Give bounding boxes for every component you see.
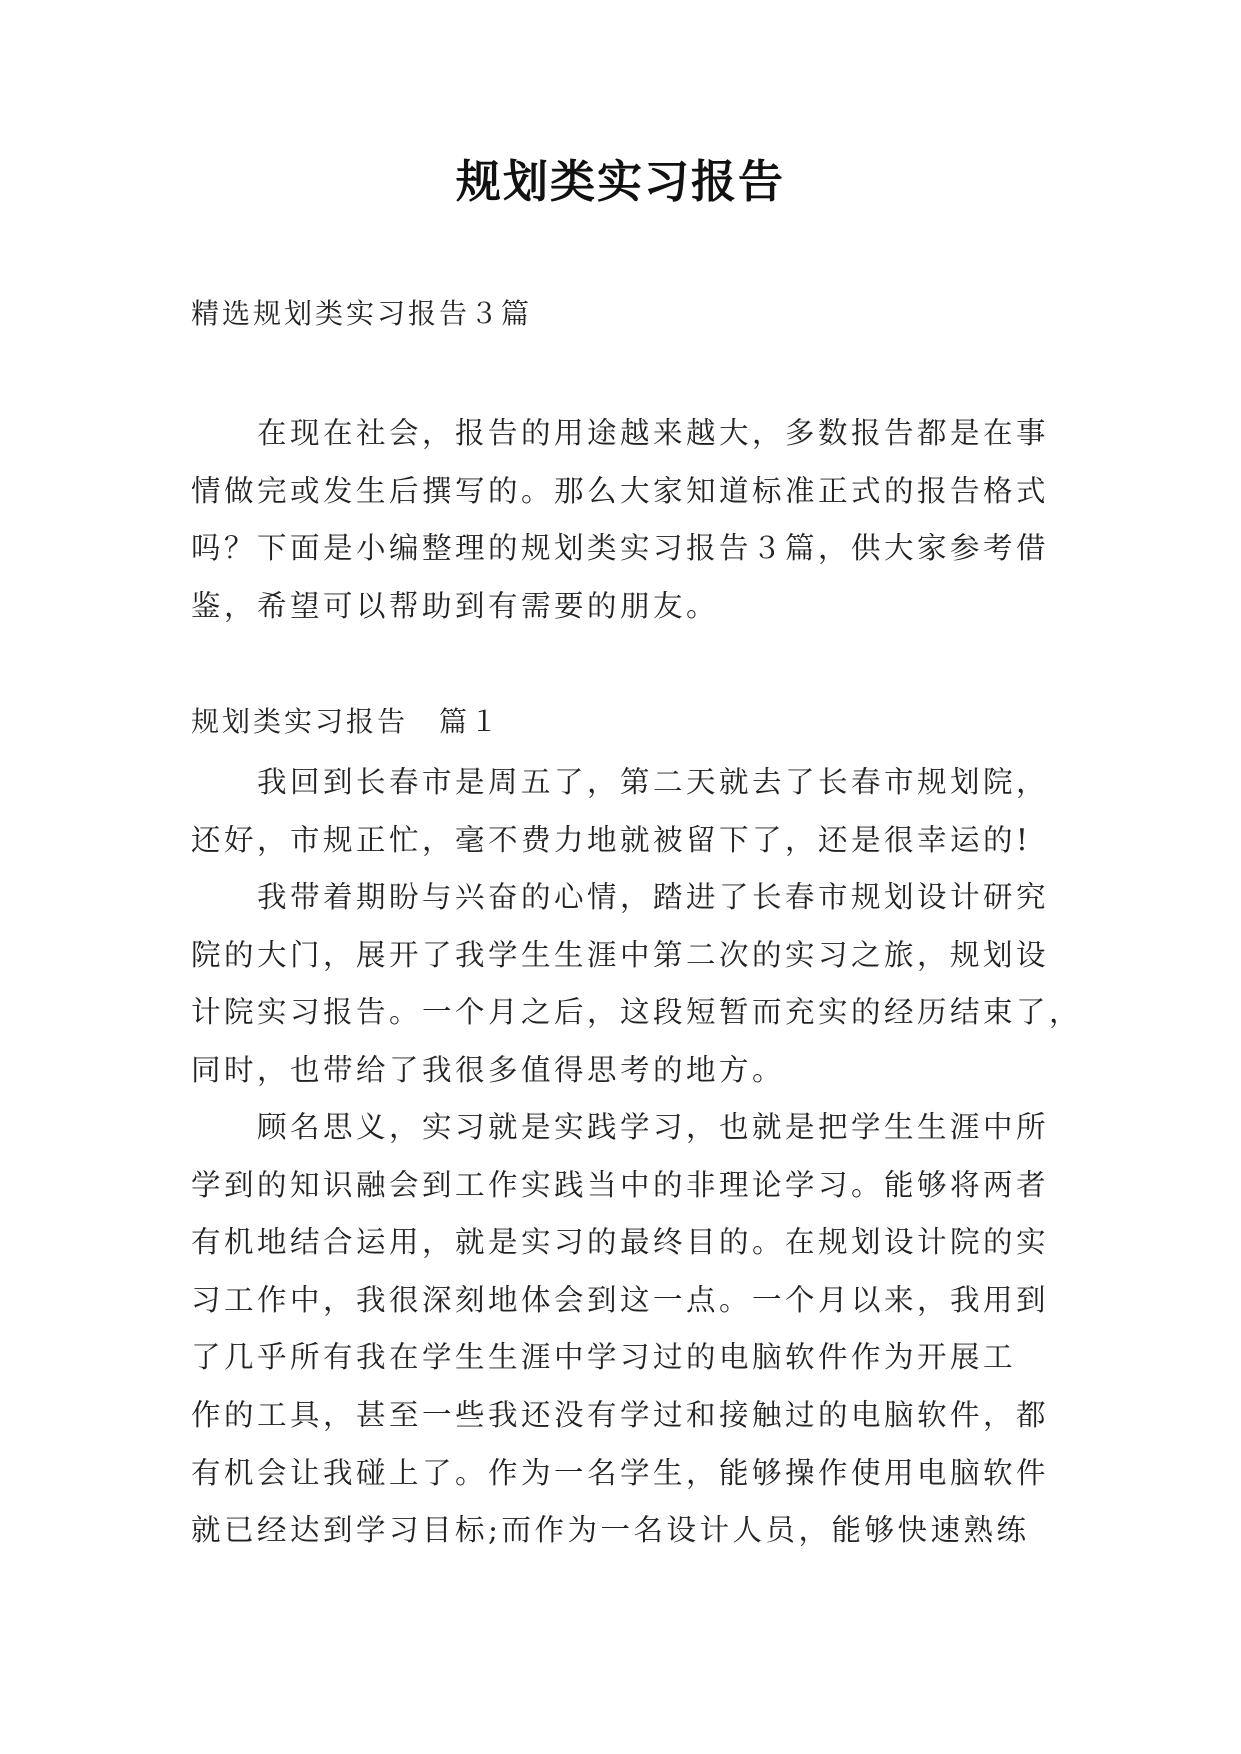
- paragraph-line: 吗？下面是小编整理的规划类实习报告３篇，供大家参考借: [191, 531, 1050, 566]
- paragraph-line: 我带着期盼与兴奋的心情，踏进了长春市规划设计研究: [191, 880, 1050, 914]
- body-paragraph-1: [191, 754, 1051, 869]
- paragraph-line: 就已经达到学习目标;而作为一名设计人员，能够快速熟练: [191, 1513, 1030, 1548]
- paragraph-line: 情做完或发生后撰写的。那么大家知道标准正式的报告格式: [191, 473, 1050, 508]
- document-title: 规划类实习报告: [455, 155, 785, 208]
- paragraph-line: 作的工具，甚至一些我还没有学过和接触过的电脑软件，都: [191, 1397, 1050, 1432]
- paragraph-line: 同时，也带给了我很多值得思考的地方。: [191, 1052, 786, 1087]
- paragraph-line: 鉴，希望可以帮助到有需要的朋友。: [191, 588, 720, 623]
- paragraph-line: 我回到长春市是周五了，第二天就去了长春市规划院，: [191, 765, 1050, 799]
- paragraph-line: 顾名思义，实习就是实践学习，也就是把学生生涯中所: [191, 1110, 1050, 1144]
- paragraph-line: 学到的知识融会到工作实践当中的非理论学习。能够将两者: [191, 1167, 1050, 1202]
- body-paragraph-3: [191, 1099, 1051, 1560]
- paragraph-line: 院的大门，展开了我学生生涯中第二次的实习之旅，规划设: [191, 937, 1050, 972]
- paragraph-line: 计院实习报告。一个月之后，这段短暂而充实的经历结束了，: [191, 995, 1083, 1030]
- body-paragraph-2: [191, 869, 1083, 1099]
- intro-paragraph: [191, 405, 1051, 635]
- paragraph-line: 还好，市规正忙，毫不费力地就被留下了，还是很幸运的!: [191, 822, 1032, 857]
- paragraph-line: 习工作中，我很深刻地体会到这一点。一个月以来，我用到: [191, 1282, 1050, 1317]
- paragraph-line: 有机地结合运用，就是实习的最终目的。在规划设计院的实: [191, 1225, 1050, 1260]
- document-subtitle: 精选规划类实习报告３篇: [191, 297, 533, 330]
- paragraph-line: 在现在社会，报告的用途越来越大，多数报告都是在事: [191, 416, 1050, 450]
- paragraph-line: 了几乎所有我在学生生涯中学习过的电脑软件作为开展工: [191, 1340, 1017, 1375]
- section-heading: 规划类实习报告 篇１: [191, 705, 502, 738]
- paragraph-line: 有机会让我碰上了。作为一名学生，能够操作使用电脑软件: [191, 1455, 1050, 1490]
